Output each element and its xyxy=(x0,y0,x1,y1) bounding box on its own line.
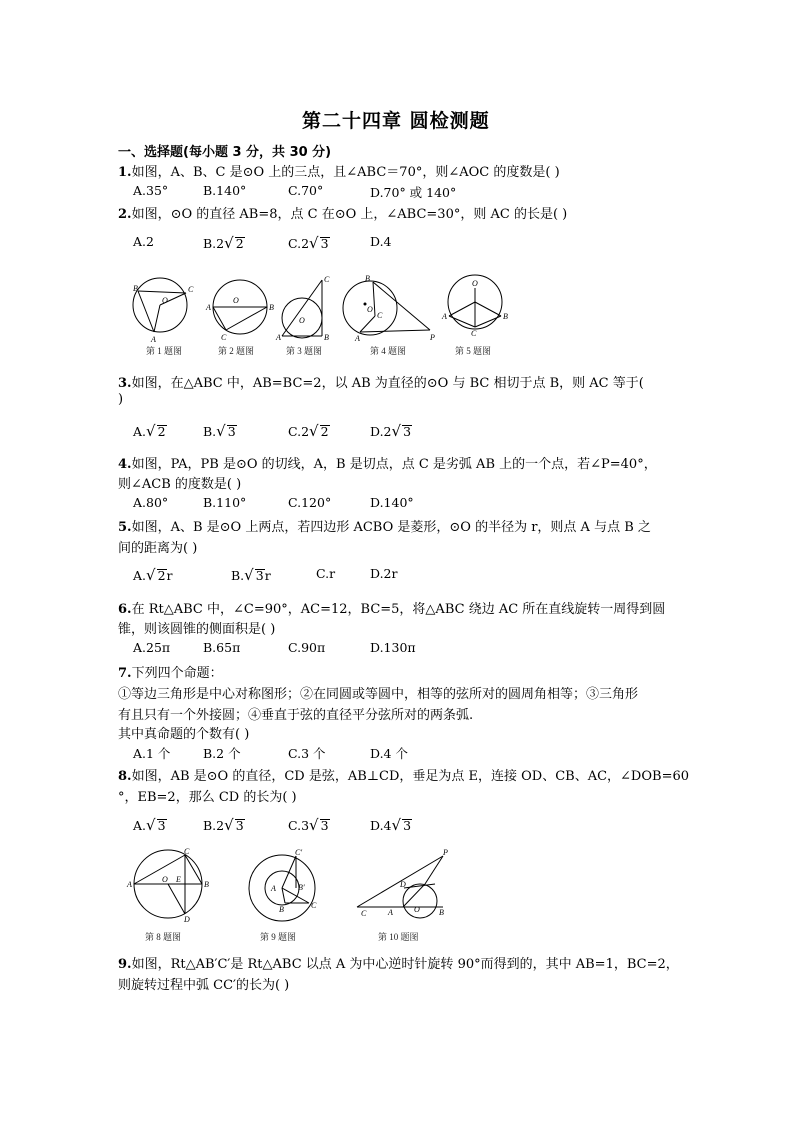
option-d: D.130π xyxy=(370,640,416,655)
svg-text:C: C xyxy=(471,329,477,338)
svg-text:A: A xyxy=(206,303,211,312)
option-b: B.140° xyxy=(203,183,247,198)
svg-text:B: B xyxy=(269,303,274,312)
question-text: 如图，在△ABC 中，AB=BC=2，以 AB 为直径的⊙O 与 BC 相切于点 B，则 AC 等于( xyxy=(131,376,644,391)
question-number: 3. xyxy=(118,376,132,391)
question-3 xyxy=(118,372,644,391)
option-a: A.√ 2r xyxy=(133,566,173,584)
question-9 xyxy=(118,953,679,972)
svg-text:A: A xyxy=(271,884,276,893)
svg-text:B: B xyxy=(439,908,444,917)
figure-4-caption: 第 4 题图 xyxy=(370,346,407,356)
option-b: B.2√ 2 xyxy=(203,234,244,252)
figure-5-caption: 第 5 题图 xyxy=(455,346,492,356)
question-8-line-2: °，EB=2，那么 CD 的长为( ) xyxy=(118,790,297,805)
svg-text:B: B xyxy=(133,284,138,293)
svg-text:C: C xyxy=(377,311,383,320)
question-text: 如图，Rt△AB′C′是 Rt△ABC 以点 A 为中心逆时针旋转 90°而得到的，其中 AB=1，BC=2， xyxy=(131,957,679,972)
question-5 xyxy=(118,516,651,535)
question-6 xyxy=(118,598,665,617)
svg-text:A: A xyxy=(388,908,393,917)
question-text: 如图，AB 是⊙O 的直径，CD 是弦，AB⊥CD，垂足为点 E，连接 OD、CB、AC，∠DOB=60 xyxy=(131,769,690,784)
figure-9-caption: 第 9 题图 xyxy=(260,932,297,942)
svg-text:C: C xyxy=(221,333,227,342)
svg-text:C: C xyxy=(361,909,367,918)
svg-text:C: C xyxy=(324,275,330,284)
svg-text:A: A xyxy=(355,334,360,343)
option-c: C.2√ 2 xyxy=(288,422,329,440)
option-d: D.4 个 xyxy=(370,746,408,761)
svg-text:C′: C′ xyxy=(295,848,303,857)
figure-3-caption: 第 3 题图 xyxy=(286,346,323,356)
svg-text:B: B xyxy=(279,905,284,914)
option-c: C.2√ 3 xyxy=(288,234,329,252)
question-4 xyxy=(118,453,657,472)
question-text: 在 Rt△ABC 中，∠C=90°，AC=12，BC=5，将△ABC 绕边 AC 所在直线旋转一周得到圆 xyxy=(131,602,666,617)
question-text: 如图，A、B、C 是⊙O 上的三点，且∠ABC＝70°，则∠AOC 的度数是( ) xyxy=(131,165,560,180)
question-5-line-2: 间的距离为( ) xyxy=(118,541,198,556)
option-a: A.25π xyxy=(133,640,171,655)
svg-text:P: P xyxy=(430,333,435,342)
question-text: 下列四个命题： xyxy=(131,666,223,681)
option-d: D.4 xyxy=(370,234,392,249)
option-d: D.2√ 3 xyxy=(370,422,412,440)
svg-text:O: O xyxy=(414,905,420,914)
option-c: C.r xyxy=(316,566,336,581)
question-number: 6. xyxy=(118,602,132,617)
svg-text:A: A xyxy=(151,335,156,344)
option-b: B.110° xyxy=(203,495,247,510)
question-number: 5. xyxy=(118,520,132,535)
svg-text:A: A xyxy=(276,333,281,342)
question-text: 如图，A、B 是⊙O 上两点，若四边形 ACBO 是菱形，⊙O 的半径为 r，则点 A 与点 B 之 xyxy=(131,520,651,535)
question-7-line-4: 其中真命题的个数有( ) xyxy=(118,727,250,742)
question-3-line-2: ) xyxy=(118,392,124,407)
option-b: B.2 个 xyxy=(203,746,241,761)
question-7 xyxy=(118,662,223,681)
question-2 xyxy=(118,203,567,222)
question-7-line-2: ①等边三角形是中心对称图形；②在同圆或等圆中，相等的弦所对的圆周角相等；③三角形 xyxy=(118,687,639,702)
question-8 xyxy=(118,765,689,784)
svg-text:B: B xyxy=(204,880,209,889)
figure-9 xyxy=(249,848,317,921)
question-number: 1. xyxy=(118,165,132,180)
svg-text:B: B xyxy=(365,274,370,283)
question-number: 7. xyxy=(118,666,132,681)
question-number: 9. xyxy=(118,957,132,972)
option-d: D.2r xyxy=(370,566,398,581)
option-d: D.4√ 3 xyxy=(370,816,412,834)
question-6-line-2: 锥，则该圆锥的侧面积是( ) xyxy=(118,622,276,637)
svg-text:O: O xyxy=(367,305,373,314)
option-b: B.65π xyxy=(203,640,241,655)
figures-row-2 xyxy=(125,848,465,928)
svg-text:O: O xyxy=(162,296,168,305)
svg-text:E: E xyxy=(176,875,181,884)
option-b: B.√ 3 xyxy=(203,422,236,440)
figure-4 xyxy=(343,274,435,343)
svg-text:C: C xyxy=(184,848,190,856)
option-a: A.35° xyxy=(133,183,169,198)
figure-1 xyxy=(133,278,194,344)
svg-text:O: O xyxy=(233,296,239,305)
figure-10-caption: 第 10 题图 xyxy=(378,932,419,942)
figure-5 xyxy=(441,275,508,338)
question-1 xyxy=(118,161,560,180)
svg-text:A: A xyxy=(442,312,447,321)
page-title: 第二十四章 圆检测题 xyxy=(302,110,490,132)
option-a: A.√ 3 xyxy=(133,816,166,834)
option-d: D.70° 或 140° xyxy=(370,185,457,200)
figure-10 xyxy=(357,848,448,918)
svg-text:B: B xyxy=(503,312,508,321)
svg-text:P: P xyxy=(443,848,448,857)
option-b: B.2√ 3 xyxy=(203,816,244,834)
figure-2 xyxy=(205,280,274,342)
option-a: A.√ 2 xyxy=(133,422,166,440)
svg-text:O: O xyxy=(162,875,168,884)
question-number: 4. xyxy=(118,457,132,472)
option-a: A.1 个 xyxy=(133,746,171,761)
svg-text:B′: B′ xyxy=(298,883,305,892)
question-text: 如图，⊙O 的直径 AB=8，点 C 在⊙O 上，∠ABC=30°，则 AC 的长是( ) xyxy=(131,207,568,222)
figure-8-caption: 第 8 题图 xyxy=(145,932,182,942)
question-7-line-3: 有且只有一个外接圆；④垂直于弦的直径平分弦所对的两条弧. xyxy=(118,708,474,723)
question-text: 如图，PA，PB 是⊙O 的切线，A，B 是切点，点 C 是劣弧 AB 上的一个点，若∠P=40°， xyxy=(131,457,657,472)
option-c: C.3 个 xyxy=(288,746,326,761)
figure-2-caption: 第 2 题图 xyxy=(218,346,255,356)
option-c: C.120° xyxy=(288,495,332,510)
option-a: A.80° xyxy=(133,495,169,510)
svg-text:D: D xyxy=(184,915,190,924)
svg-text:O: O xyxy=(472,279,478,288)
question-4-line-2: 则∠ACB 的度数是( ) xyxy=(118,477,242,492)
figure-8 xyxy=(126,848,209,924)
question-number: 2. xyxy=(118,207,132,222)
svg-text:O: O xyxy=(299,316,305,325)
question-9-line-2: 则旋转过程中弧 CC′的长为( ) xyxy=(118,978,290,993)
option-b: B.√ 3r xyxy=(231,566,271,584)
svg-text:A: A xyxy=(127,880,132,889)
figure-3 xyxy=(275,275,330,342)
question-number: 8. xyxy=(118,769,132,784)
figure-1-caption: 第 1 题图 xyxy=(146,346,183,356)
option-c: C.3√ 3 xyxy=(288,816,329,834)
svg-text:C: C xyxy=(311,901,317,910)
option-a: A.2 xyxy=(133,234,154,249)
section-heading: 一、选择题(每小题 3 分，共 30 分) xyxy=(118,145,332,160)
svg-text:C: C xyxy=(188,285,194,294)
option-c: C.70° xyxy=(288,183,324,198)
option-d: D.140° xyxy=(370,495,414,510)
svg-text:D: D xyxy=(400,880,406,889)
svg-text:B: B xyxy=(324,333,329,342)
option-c: C.90π xyxy=(288,640,326,655)
